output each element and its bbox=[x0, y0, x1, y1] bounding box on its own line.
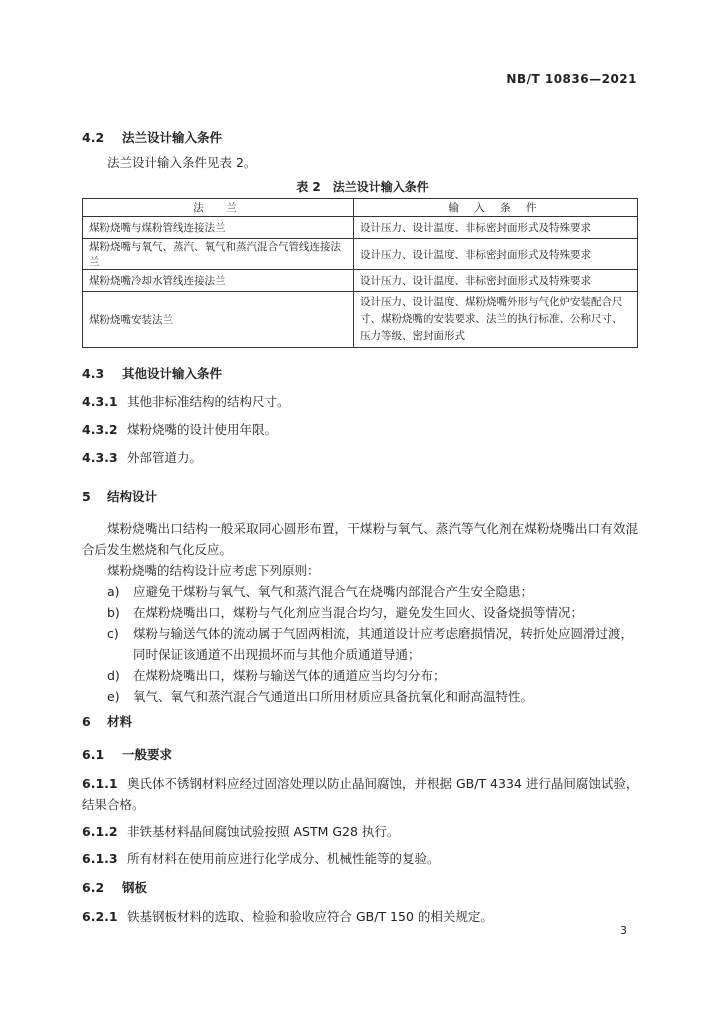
table-cell-input: 设计压力、设计温度、非标密封面形式及特殊要求 bbox=[354, 217, 638, 239]
table-cell-flange: 煤粉烧嘴与氧气、蒸汽、氧气和蒸汽混合气管线连接法兰 bbox=[83, 239, 354, 270]
section-4-3-heading bbox=[82, 364, 222, 382]
clause-4-3-2 bbox=[82, 420, 277, 438]
section-title: 法兰设计输入条件 bbox=[122, 130, 223, 145]
section-number: 4.3 bbox=[82, 366, 105, 381]
clause-6-1-3 bbox=[82, 849, 440, 867]
section-5-heading bbox=[82, 487, 157, 505]
section-number: 6.2 bbox=[82, 880, 105, 895]
page-number: 3 bbox=[620, 924, 627, 937]
section-title: 其他设计输入条件 bbox=[122, 366, 223, 381]
section-5-paragraph: 煤粉烧嘴出口结构一般采取同心圆形布置，干煤粉与氧气、蒸汽等气化剂在煤粉烧嘴出口有效混合后发生燃烧和气化反应。 bbox=[82, 521, 638, 557]
section-4-2-heading bbox=[82, 128, 222, 146]
list-text: 氧气、氧气和蒸汽混合气通道出口所用材质应具备抗氧化和耐高温特性。 bbox=[133, 689, 534, 704]
section-number: 4.2 bbox=[82, 130, 105, 145]
list-item-continuation: 同时保证该通道不出现损坏而与其他介质通道导通； bbox=[133, 647, 421, 662]
clause-number: 6.2.1 bbox=[82, 909, 118, 924]
clause-number: 4.3.3 bbox=[82, 450, 118, 465]
list-item bbox=[107, 603, 583, 621]
table-row bbox=[83, 239, 638, 270]
section-4-2-text: 法兰设计输入条件见表 2。 bbox=[107, 155, 257, 170]
list-text: 在煤粉烧嘴出口，煤粉与输送气体的通道应当均匀分布； bbox=[133, 668, 446, 683]
list-marker: a) bbox=[107, 584, 120, 599]
table-cell-input: 设计压力、设计温度、非标密封面形式及特殊要求 bbox=[354, 239, 638, 270]
clause-4-3-3 bbox=[82, 448, 202, 466]
clause-6-1-1-continuation: 结果合格。 bbox=[82, 797, 145, 812]
section-title: 结构设计 bbox=[107, 489, 158, 504]
clause-6-1-1 bbox=[82, 774, 638, 792]
list-text: 煤粉与输送气体的流动属于气固两相流，其通道设计应考虑磨损情况，转折处应圆滑过渡， bbox=[133, 626, 634, 641]
list-marker: b) bbox=[107, 605, 120, 620]
table-cell-input: 设计压力、设计温度、煤粉烧嘴外形与气化炉安装配合尺寸、煤粉烧嘴的安装要求、法兰的执行标准、公称尺寸、压力等级、密封面形式 bbox=[354, 292, 638, 348]
table-cell-flange: 煤粉烧嘴安装法兰 bbox=[83, 292, 354, 348]
section-title: 材料 bbox=[107, 714, 133, 729]
clause-text: 所有材料在使用前应进行化学成分、机械性能等的复验。 bbox=[127, 851, 440, 866]
table-header-flange: 法 兰 bbox=[83, 199, 354, 217]
section-6-2-heading bbox=[82, 878, 147, 896]
list-item bbox=[107, 582, 533, 600]
clause-number: 6.1.1 bbox=[82, 776, 118, 791]
clause-4-3-1 bbox=[82, 392, 290, 410]
table-caption: 表 2 法兰设计输入条件 bbox=[296, 180, 429, 194]
table-cell-flange: 煤粉烧嘴冷却水管线连接法兰 bbox=[83, 270, 354, 292]
clause-6-1-2 bbox=[82, 822, 399, 840]
clause-number: 6.1.3 bbox=[82, 851, 118, 866]
section-title: 一般要求 bbox=[122, 747, 173, 762]
table-header-input: 输 入 条 件 bbox=[354, 199, 638, 217]
section-title: 钢板 bbox=[122, 880, 148, 895]
list-item bbox=[107, 624, 633, 642]
list-marker: c) bbox=[107, 626, 119, 641]
clause-number: 4.3.2 bbox=[82, 422, 118, 437]
list-item bbox=[107, 666, 446, 684]
section-6-heading bbox=[82, 712, 132, 730]
clause-6-2-1 bbox=[82, 907, 493, 925]
clause-text: 奥氏体不锈钢材料应经过固溶处理以防止晶间腐蚀，并根据 GB/T 4334 进行晶间腐蚀试验， bbox=[127, 776, 639, 791]
list-text: 在煤粉烧嘴出口，煤粉与气化剂应当混合均匀，避免发生回火、设备烧损等情况； bbox=[133, 605, 584, 620]
standard-number: NB/T 10836—2021 bbox=[506, 72, 637, 86]
clause-text: 煤粉烧嘴的设计使用年限。 bbox=[127, 422, 278, 437]
list-text: 应避免干煤粉与氧气、氧气和蒸汽混合气在烧嘴内部混合产生安全隐患； bbox=[133, 584, 534, 599]
section-number: 5 bbox=[82, 489, 91, 504]
section-number: 6 bbox=[82, 714, 91, 729]
table-row bbox=[83, 270, 638, 292]
clause-text: 其他非标准结构的结构尺寸。 bbox=[127, 394, 290, 409]
list-item bbox=[107, 687, 533, 705]
table-header-row bbox=[83, 199, 638, 217]
clause-number: 4.3.1 bbox=[82, 394, 118, 409]
table-cell-input: 设计压力、设计温度、非标密封面形式及特殊要求 bbox=[354, 270, 638, 292]
flange-input-table bbox=[82, 198, 638, 348]
section-5-principles-intro: 煤粉烧嘴的结构设计应考虑下列原则： bbox=[107, 563, 320, 578]
clause-text: 非铁基材料晶间腐蚀试验按照 ASTM G28 执行。 bbox=[127, 824, 400, 839]
clause-number: 6.1.2 bbox=[82, 824, 118, 839]
clause-text: 铁基钢板材料的选取、检验和验收应符合 GB/T 150 的相关规定。 bbox=[127, 909, 493, 924]
list-marker: d) bbox=[107, 668, 120, 683]
list-marker: e) bbox=[107, 689, 120, 704]
section-number: 6.1 bbox=[82, 747, 105, 762]
section-6-1-heading bbox=[82, 745, 172, 763]
table-cell-flange: 煤粉烧嘴与煤粉管线连接法兰 bbox=[83, 217, 354, 239]
table-row bbox=[83, 292, 638, 348]
table-row bbox=[83, 217, 638, 239]
clause-text: 外部管道力。 bbox=[127, 450, 203, 465]
